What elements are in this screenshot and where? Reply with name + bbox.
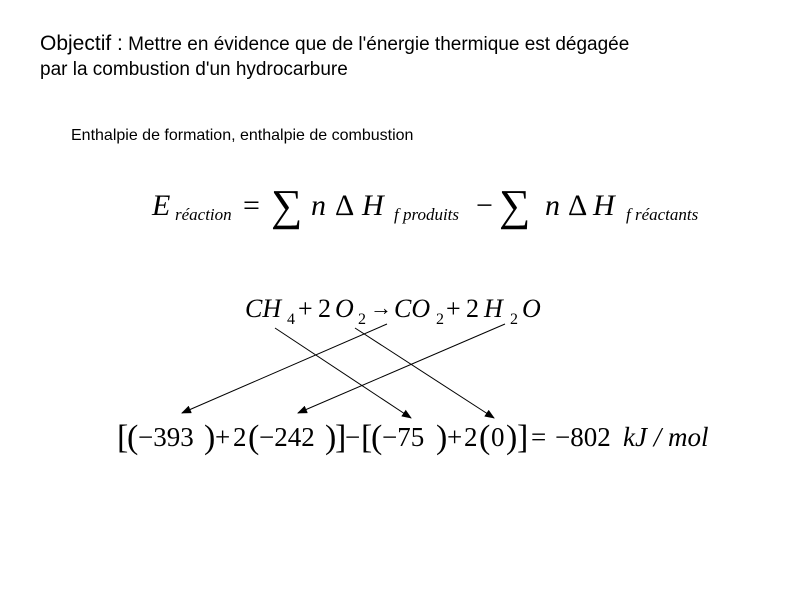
calc-paren-close-4: ) <box>506 419 518 456</box>
calc-bracket-close-2: ] <box>517 419 529 456</box>
formula-delta-1: Δ <box>335 189 355 222</box>
calc-bracket-open-1: [ <box>117 419 129 456</box>
calc-paren-open-3: ( <box>371 419 383 456</box>
enthalpy-formula <box>151 181 699 230</box>
combustion-reaction <box>245 294 541 328</box>
formula-e-subscript: réaction <box>175 205 232 224</box>
formula-n-1: n <box>311 189 326 222</box>
reaction-h-subscript: 2 <box>510 311 518 328</box>
calc-value-ch4: −75 <box>382 422 425 452</box>
calc-value-o2: 0 <box>491 422 505 452</box>
formula-sum-2: ∑ <box>499 181 531 230</box>
arrow-co2-to-393 <box>182 324 387 413</box>
reaction-h: H <box>484 294 503 323</box>
calc-coef-1: 2 <box>233 422 247 452</box>
calc-coef-2: 2 <box>464 422 478 452</box>
objective-text: Mettre en évidence que de l'énergie thermique est dégagée <box>122 34 630 55</box>
reaction-coef-2: 2 <box>466 294 479 323</box>
calc-bracket-close-1: ] <box>335 419 347 456</box>
correspondence-arrows <box>182 324 505 418</box>
formula-n-2: n <box>545 189 560 222</box>
calc-plus-2: + <box>447 422 463 452</box>
calc-value-co2: −393 <box>138 422 194 452</box>
reaction-co: CO <box>394 294 431 323</box>
reaction-ch-subscript: 4 <box>287 311 295 328</box>
objective-label: Objectif : <box>40 32 123 55</box>
reaction-plus-2: + <box>446 294 461 323</box>
formula-h-2: H <box>593 189 615 222</box>
calc-paren-close-1: ) <box>204 419 216 456</box>
reaction-co-subscript: 2 <box>436 311 444 328</box>
calc-result: −802 <box>555 422 611 452</box>
reaction-coef-1: 2 <box>318 294 331 323</box>
calc-bracket-open-2: [ <box>361 419 373 456</box>
arrow-o2-to-0 <box>355 328 494 418</box>
formula-sum-1: ∑ <box>271 181 303 230</box>
formula-h-1: H <box>362 189 384 222</box>
calc-minus: − <box>345 422 361 452</box>
formula-e: E <box>152 189 171 222</box>
section-subtitle: Enthalpie de formation, enthalpie de combustion <box>71 127 414 144</box>
objective-text-line2: par la combustion d'un hydrocarbure <box>40 59 348 80</box>
calculation-line <box>117 419 708 456</box>
arrow-h2o-to-242 <box>298 324 505 413</box>
reaction-plus-1: + <box>298 294 313 323</box>
formula-delta-2: Δ <box>568 189 588 222</box>
calc-paren-close-2: ) <box>325 419 337 456</box>
reaction-o-subscript: 2 <box>358 311 366 328</box>
formula-minus: − <box>476 189 493 222</box>
reaction-arrow: → <box>370 295 392 320</box>
formula-subscript-products: f produits <box>394 205 460 224</box>
calc-paren-open-1: ( <box>127 419 139 456</box>
calc-unit: kJ / mol <box>623 422 709 452</box>
reaction-ch: CH <box>245 294 282 323</box>
formula-equals: = <box>243 189 260 222</box>
reaction-o-water: O <box>522 294 541 323</box>
calc-value-h2o: −242 <box>259 422 315 452</box>
reaction-o: O <box>335 294 354 323</box>
calc-paren-close-3: ) <box>436 419 448 456</box>
calc-plus-1: + <box>215 422 231 452</box>
calc-paren-open-2: ( <box>248 419 260 456</box>
formula-subscript-reactants: f réactants <box>626 205 699 224</box>
calc-equals: = <box>531 422 547 452</box>
calc-paren-open-4: ( <box>479 419 491 456</box>
